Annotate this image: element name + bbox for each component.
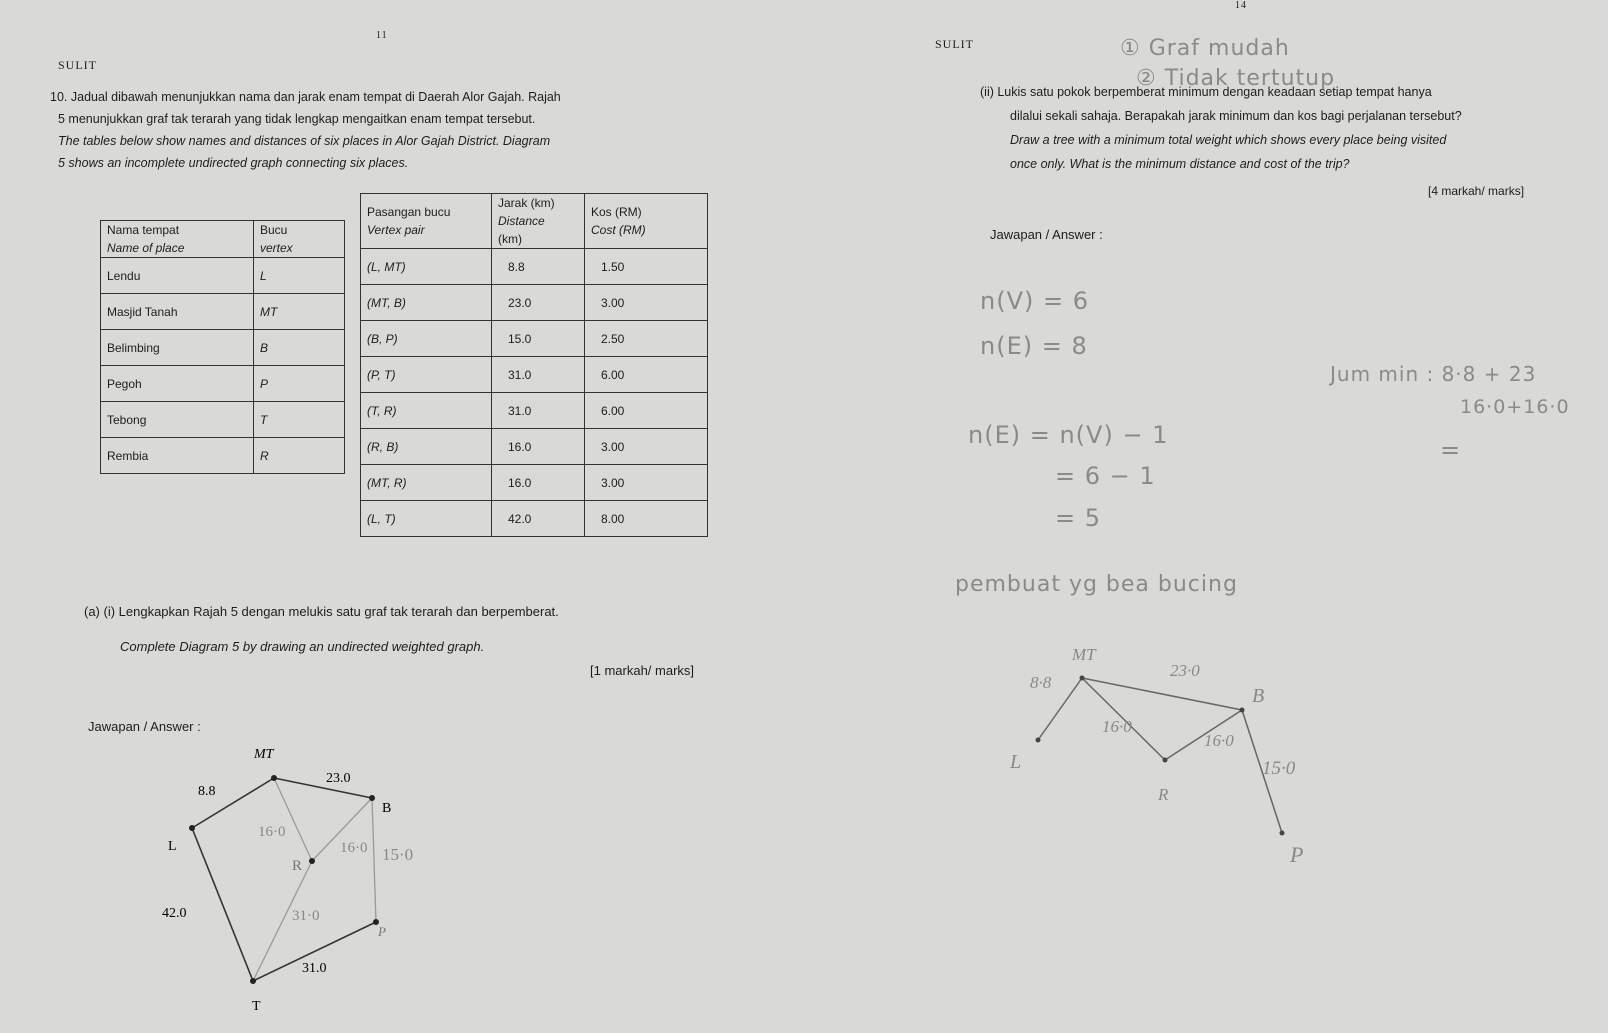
places-table [100,220,345,474]
table-cell: (B, P) [361,321,492,357]
question-number: 10. [50,90,68,104]
weight-mt-b: 23.0 [326,771,351,786]
handwritten-nv: n(V) = 6 [980,287,1089,315]
header-cell: Distance [498,214,545,228]
table-cell: 16.0 [492,429,585,465]
page-code-right: SULIT [935,37,974,51]
tree-vertex-b [1240,708,1245,713]
header-cell: (km) [498,232,522,246]
table-cell: 8.00 [585,501,708,537]
part-b-english-2: once only. What is the minimum distance and cost of the trip? [1010,157,1350,171]
part-b-text [980,80,1560,176]
table-cell: 42.0 [492,501,585,537]
part-b-english-1: Draw a tree with a minimum total weight which shows every place being visited [1010,133,1447,147]
table-row [361,393,708,429]
part-a-malay: (a) (i) Lengkapkan Rajah 5 dengan melukis satu graf tak terarah dan berpemberat. [84,604,559,619]
vertex-label-l: L [168,839,177,854]
tree-vertex-r [1163,758,1168,763]
table-cell: 3.00 [585,429,708,465]
table-cell: 6.00 [585,357,708,393]
tree-weight-r-b: 16·0 [1204,731,1234,750]
header-cell: Kos (RM) [591,205,642,219]
table-row [361,249,708,285]
vertex-t [250,978,256,984]
handwritten-tree [990,640,1330,880]
table-row [101,330,345,366]
handwritten-note-tidak-tertutup: ② Tidak tertutup [1136,66,1336,91]
table-cell: 31.0 [492,393,585,429]
table-cell: 15.0 [492,321,585,357]
vertex-mt [271,775,277,781]
table-cell: MT [254,294,345,330]
tree-label-b: B [1252,685,1265,707]
table-cell: B [254,330,345,366]
table-row [361,465,708,501]
part-a-answer-label: Jawapan / Answer : [88,719,201,734]
part-b-marks: [4 markah/ marks] [1428,184,1525,198]
header-cell: Nama tempat [107,223,180,237]
weight-p-t: 31.0 [302,961,327,976]
table-cell: 8.8 [492,249,585,285]
table-cell: Pegoh [101,366,254,402]
handwritten-jum-2: 16·0+16·0 [1460,396,1570,418]
weight-l-mt: 8.8 [198,784,216,799]
tree-label-l: L [1010,751,1022,773]
part-b-malay-1: (ii) Lukis satu pokok berpemberat minimum dengan keadaan setiap tempat hanya [980,85,1432,99]
tree-vertex-mt [1080,676,1085,681]
table-row [101,438,345,474]
tree-weight-mt-r: 16·0 [1102,717,1132,736]
diagram-5-graph [150,740,450,1020]
handwritten-pembuat: pembuat yg bea bucing [955,572,1238,597]
table-row [361,194,708,249]
table-cell: (T, R) [361,393,492,429]
weight-l-t: 42.0 [162,906,187,921]
part-b-answer-label: Jawapan / Answer : [990,227,1103,242]
table-cell: 2.50 [585,321,708,357]
table-row [101,294,345,330]
table-cell: 1.50 [585,249,708,285]
question-english-1: The tables below show names and distances of six places in Alor Gajah District. Diagram [58,134,551,148]
table-cell: Belimbing [101,330,254,366]
tree-label-p: P [1290,842,1304,867]
table-row [361,429,708,465]
table-row [361,357,708,393]
table-row [101,366,345,402]
weight-r-b-hand: 16·0 [340,840,368,856]
table-row [101,402,345,438]
table-row [101,221,345,258]
page-number-right: 14 [1235,0,1247,11]
part-b-malay-2: dilalui sekali sahaja. Berapakah jarak minimum dan kos bagi perjalanan tersebut? [1010,109,1462,123]
table-cell: (MT, B) [361,285,492,321]
vertex-l [189,825,195,831]
header-cell: Name of place [107,241,185,255]
vertex-label-t: T [252,999,261,1014]
table-cell: (MT, R) [361,465,492,501]
table-row [361,285,708,321]
tree-vertex-l [1036,738,1041,743]
tree-vertex-p [1280,831,1285,836]
tree-label-mt: MT [1072,645,1096,664]
table-cell: L [254,258,345,294]
weight-t-r-hand: 31·0 [292,908,320,924]
table-cell: 6.00 [585,393,708,429]
handwritten-note-graf-mudah: ① Graf mudah [1120,36,1290,61]
table-row [361,501,708,537]
page-code-left: SULIT [58,58,97,72]
part-a-english: Complete Diagram 5 by drawing an undirected weighted graph. [120,639,485,654]
table-cell: T [254,402,345,438]
tree-weight-l-mt: 8·8 [1030,673,1052,692]
question-english-2: 5 shows an incomplete undirected graph connecting six places. [58,156,409,170]
vertex-label-r: R [292,858,303,874]
header-cell: Pasangan bucu [367,205,451,219]
tree-weight-mt-b: 23·0 [1170,661,1200,680]
header-cell: Cost (RM) [591,223,646,237]
weight-b-p-hand: 15·0 [382,845,414,864]
header-cell: vertex [260,241,293,255]
table-row [361,321,708,357]
weight-mt-r-hand: 16·0 [258,824,286,840]
header-cell: Vertex pair [367,223,425,237]
page-number-left: 11 [376,30,388,41]
table-row [101,258,345,294]
handwritten-step-2: = 5 [1055,504,1102,532]
table-cell: Masjid Tanah [101,294,254,330]
vertex-b [369,795,375,801]
question-text [50,86,740,174]
table-cell: 31.0 [492,357,585,393]
table-cell: 23.0 [492,285,585,321]
table-cell: (P, T) [361,357,492,393]
table-cell: (L, T) [361,501,492,537]
handwritten-equals: = [1440,436,1462,464]
table-cell: Rembia [101,438,254,474]
question-malay-1: Jadual dibawah menunjukkan nama dan jarak enam tempat di Daerah Alor Gajah. Rajah [70,90,561,104]
handwritten-ne: n(E) = 8 [980,332,1088,360]
tree-label-r: R [1158,785,1169,804]
edges-table [360,193,708,537]
handwritten-ne-formula: n(E) = n(V) − 1 [968,421,1169,449]
table-cell: R [254,438,345,474]
table-cell: P [254,366,345,402]
vertex-label-b: B [382,801,392,816]
vertex-label-p: P [378,924,386,939]
header-cell: Jarak (km) [498,196,555,210]
handwritten-jum-min: Jum min : 8·8 + 23 [1330,362,1537,386]
handwritten-step-1: = 6 − 1 [1055,462,1156,490]
tree-weight-b-p: 15·0 [1262,758,1296,779]
table-cell: Lendu [101,258,254,294]
part-a-marks: [1 markah/ marks] [590,663,695,678]
table-cell: 3.00 [585,465,708,501]
table-cell: 16.0 [492,465,585,501]
table-cell: 3.00 [585,285,708,321]
question-malay-2: 5 menunjukkan graf tak terarah yang tidak lengkap mengaitkan enam tempat tersebut. [58,112,536,126]
table-cell: (L, MT) [361,249,492,285]
table-cell: (R, B) [361,429,492,465]
table-cell: Tebong [101,402,254,438]
header-cell: Bucu [260,223,288,237]
vertex-r [309,858,315,864]
vertex-label-mt: MT [254,747,274,762]
